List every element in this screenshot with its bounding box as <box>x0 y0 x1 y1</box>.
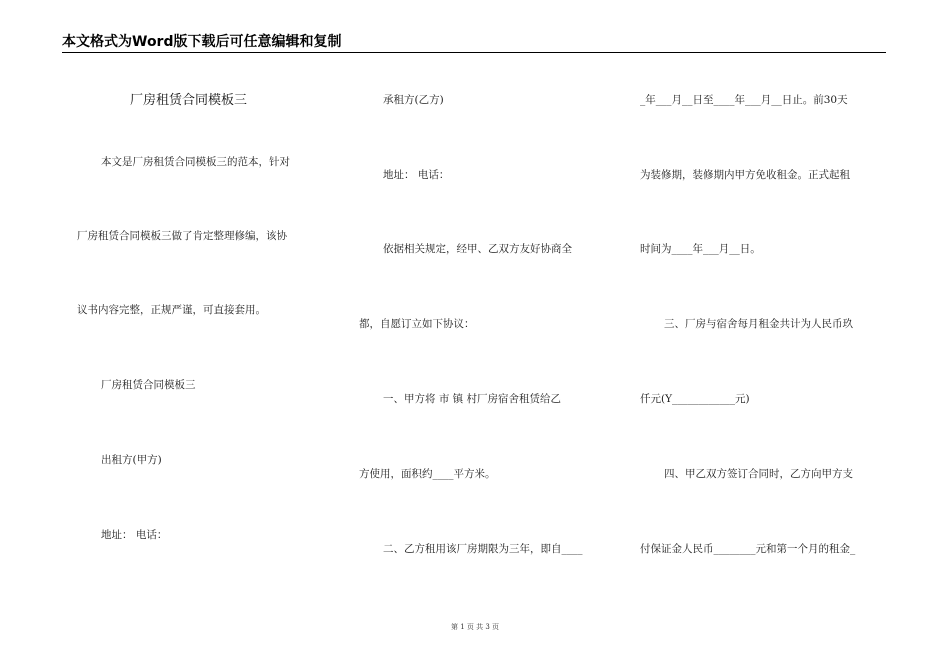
col1-line-2: 厂房租赁合同模板三做了肯定整理修编，该协 <box>77 230 287 242</box>
page-header-title: 本文格式为Word版下载后可任意编辑和复制 <box>62 34 342 50</box>
col2-line-2: 地址： 电话： <box>383 169 450 181</box>
col3-line-5: 仟元(Y____________元) <box>640 393 750 405</box>
col2-line-5: 一、甲方将 市 镇 村厂房宿舍租赁给乙 <box>383 393 562 405</box>
col1-line-1: 本文是厂房租赁合同模板三的范本，针对 <box>101 156 290 168</box>
col2-line-1: 承租方(乙方) <box>383 94 444 106</box>
col3-line-3: 时间为____年___月__日。 <box>640 243 761 255</box>
col2-line-7: 二、乙方租用该厂房期限为三年，即自____ <box>383 543 583 555</box>
col1-line-5: 出租方(甲方) <box>101 454 162 466</box>
col3-line-6: 四、甲乙双方签订合同时，乙方向甲方支 <box>664 468 853 480</box>
col3-line-4: 三、厂房与宿舍每月租金共计为人民币玖 <box>664 318 853 330</box>
col2-line-6: 方使用，面积约____平方米。 <box>359 468 496 480</box>
col3-line-1: _年___月__日至____年___月__日止。前30天 <box>640 94 848 106</box>
col1-line-6: 地址： 电话： <box>101 529 168 541</box>
col1-line-3: 议书内容完整，正规严谨，可直接套用。 <box>77 304 266 316</box>
header-divider <box>62 52 886 53</box>
col2-line-3: 依据相关规定，经甲、乙双方友好协商全 <box>383 243 572 255</box>
col3-line-7: 付保证金人民币________元和第一个月的租金_ <box>640 543 856 555</box>
page-number: 第 1 页 共 3 页 <box>450 623 500 631</box>
col2-line-4: 都，自愿订立如下协议： <box>359 318 475 330</box>
col3-line-2: 为装修期，装修期内甲方免收租金。正式起租 <box>640 169 850 181</box>
document-title: 厂房租赁合同模板三 <box>130 93 248 108</box>
col1-line-4: 厂房租赁合同模板三 <box>101 379 196 391</box>
